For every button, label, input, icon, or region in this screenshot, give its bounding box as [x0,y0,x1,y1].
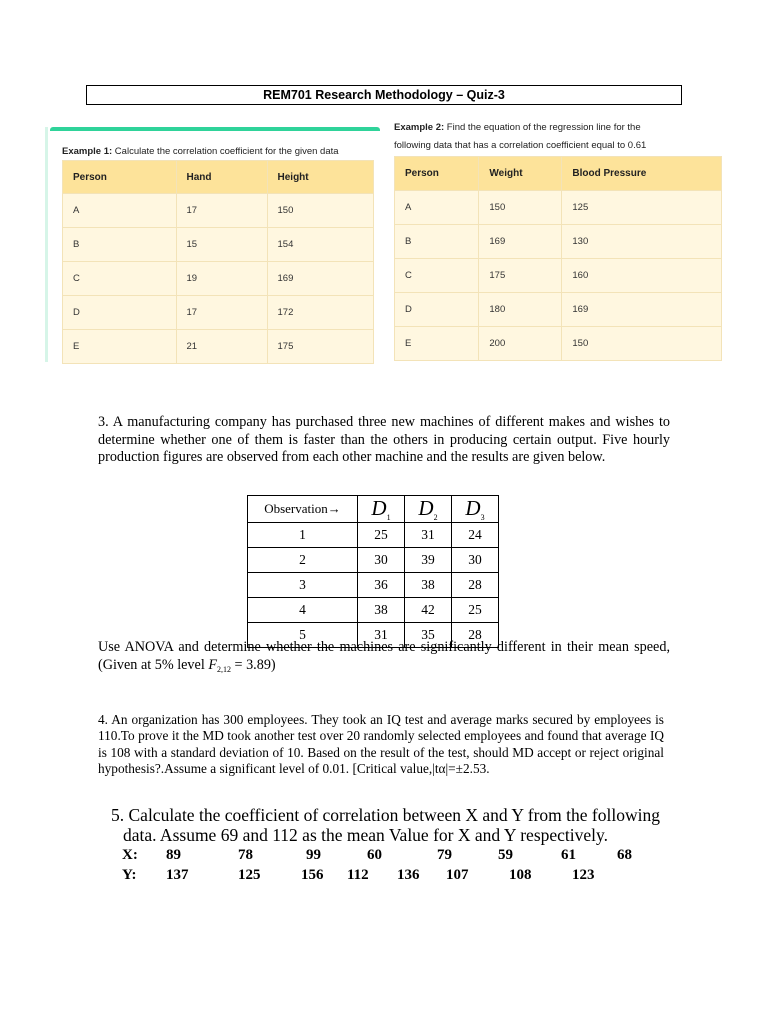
x-value: 60 [367,847,382,863]
machine-sub: 1 [386,513,391,523]
example1-caption [62,146,339,157]
header-cell: Hand [176,161,267,194]
table-cell: 172 [267,296,373,330]
table-row [248,523,499,548]
table-row [395,225,722,259]
table-cell: 21 [176,330,267,364]
x-value: 99 [306,847,321,863]
table-cell: 42 [405,598,452,623]
y-value: 112 [347,867,369,883]
observation-header: Observation→ [248,496,358,523]
y-value: 123 [572,867,595,883]
table-cell: 200 [479,327,562,361]
table-cell: 17 [176,194,267,228]
table-cell: A [63,194,177,228]
table-row [63,228,374,262]
table-cell: 150 [562,327,722,361]
table-row [395,259,722,293]
example1-table [62,160,374,364]
table-header-row [63,161,374,194]
table-cell: 17 [176,296,267,330]
table-cell: 150 [267,194,373,228]
header-cell: Weight [479,157,562,191]
question-3-instruction-text: Use ANOVA and determine whether the machines are significantly different in their mean speed, (Given at 5% level [98,639,670,673]
table-cell: 169 [479,225,562,259]
header-cell: Blood Pressure [562,157,722,191]
y-value: 156 [301,867,324,883]
table-cell: C [63,262,177,296]
table-cell: 180 [479,293,562,327]
question-3-instruction [98,639,670,678]
header-cell: Person [395,157,479,191]
table-row [248,548,499,573]
example2-text-line1: Find the equation of the regression line for the [444,122,641,133]
table-cell: 160 [562,259,722,293]
table-cell: 169 [267,262,373,296]
table-cell: 25 [358,523,405,548]
table-cell: 38 [358,598,405,623]
header-cell: Height [267,161,373,194]
table-cell: 4 [248,598,358,623]
table-row [63,330,374,364]
table-cell: 1 [248,523,358,548]
y-value: 108 [509,867,532,883]
f-symbol: F [208,656,217,673]
x-value: 78 [238,847,253,863]
y-label: Y: [122,867,137,883]
example2-label: Example 2: [394,122,445,133]
table-cell: 19 [176,262,267,296]
example2-table [394,156,722,361]
table-row [395,293,722,327]
f-subscript: 2,12 [216,664,231,674]
table-cell: E [395,327,479,361]
header-cell: Person [63,161,177,194]
table-header-row [395,157,722,191]
f-value: = 3.89) [230,656,276,673]
table-cell: 30 [358,548,405,573]
question-3-text: 3. A manufacturing company has purchased three new machines of different makes and wishes to determine whether one of them is faster than the others in producing certain output. Five hourly production figures are observed from each other machine and the results are given below. [98,414,670,465]
table-cell: 38 [405,573,452,598]
table-cell: 150 [479,191,562,225]
table-cell: 28 [452,573,499,598]
x-value: 89 [166,847,181,863]
table-cell: B [63,228,177,262]
machine-letter: D [371,496,387,520]
page-title [86,85,682,105]
table-cell: 3 [248,573,358,598]
y-value: 137 [166,867,189,883]
table-cell: D [63,296,177,330]
y-value: 136 [397,867,420,883]
table-cell: 5 [248,623,358,648]
table-cell: 169 [562,293,722,327]
x-value: 59 [498,847,513,863]
table-cell: 25 [452,598,499,623]
table-row [248,598,499,623]
x-value: 61 [561,847,576,863]
machine-letter: D [465,496,481,520]
example1-accent-bar [50,127,380,131]
table-cell: 175 [267,330,373,364]
table-cell: 125 [562,191,722,225]
example2-caption [394,119,646,155]
table-cell: 175 [479,259,562,293]
table-cell: D [395,293,479,327]
table-cell: 31 [358,623,405,648]
y-value: 125 [238,867,261,883]
table-cell: B [395,225,479,259]
question-5-line2: data. Assume 69 and 112 as the mean Value for X and Y respectively. [123,825,609,845]
example1-label: Example 1: [62,146,113,157]
example1-side-bar [45,127,48,362]
table-cell: 2 [248,548,358,573]
anova-table [247,495,499,648]
table-cell: 35 [405,623,452,648]
machine-sub: 2 [433,513,438,523]
machine-letter: D [418,496,434,520]
machine-header [358,496,405,523]
question-5-text [111,805,671,845]
page-title-text: REM701 Research Methodology – Quiz-3 [263,88,505,102]
question-4-text: 4. An organization has 300 employees. They took an IQ test and average marks secured by employees is 110.To prove it the MD took another test over 20 randomly selected employees and found that average IQ is 108 with a standard deviation of 10. Based on the result of the test, should MD accept or reject original hypothesis?.Assume a significant level of 0.01. [Critical value,|tα|=±2.53. [98,712,664,777]
table-cell: 130 [562,225,722,259]
table-row [63,194,374,228]
example2-text-line2: following data that has a correlation coefficient equal to 0.61 [394,140,647,151]
x-value: 79 [437,847,452,863]
table-cell: A [395,191,479,225]
table-cell: 39 [405,548,452,573]
question-5-line1: 5. Calculate the coefficient of correlation between X and Y from the following [111,805,660,825]
table-cell: 24 [452,523,499,548]
machine-sub: 3 [480,513,485,523]
table-row [395,191,722,225]
table-row [63,296,374,330]
table-row [395,327,722,361]
table-cell: 154 [267,228,373,262]
table-row [63,262,374,296]
table-row [248,573,499,598]
machine-header [452,496,499,523]
y-value: 107 [446,867,469,883]
table-cell: E [63,330,177,364]
table-cell: 15 [176,228,267,262]
table-cell: 28 [452,623,499,648]
example1-text: Calculate the correlation coefficient for the given data [112,146,339,157]
x-value: 68 [617,847,632,863]
table-header-row [248,496,499,523]
machine-header [405,496,452,523]
table-cell: 36 [358,573,405,598]
x-label: X: [122,847,138,863]
table-cell: 30 [452,548,499,573]
table-cell: 31 [405,523,452,548]
table-cell: C [395,259,479,293]
